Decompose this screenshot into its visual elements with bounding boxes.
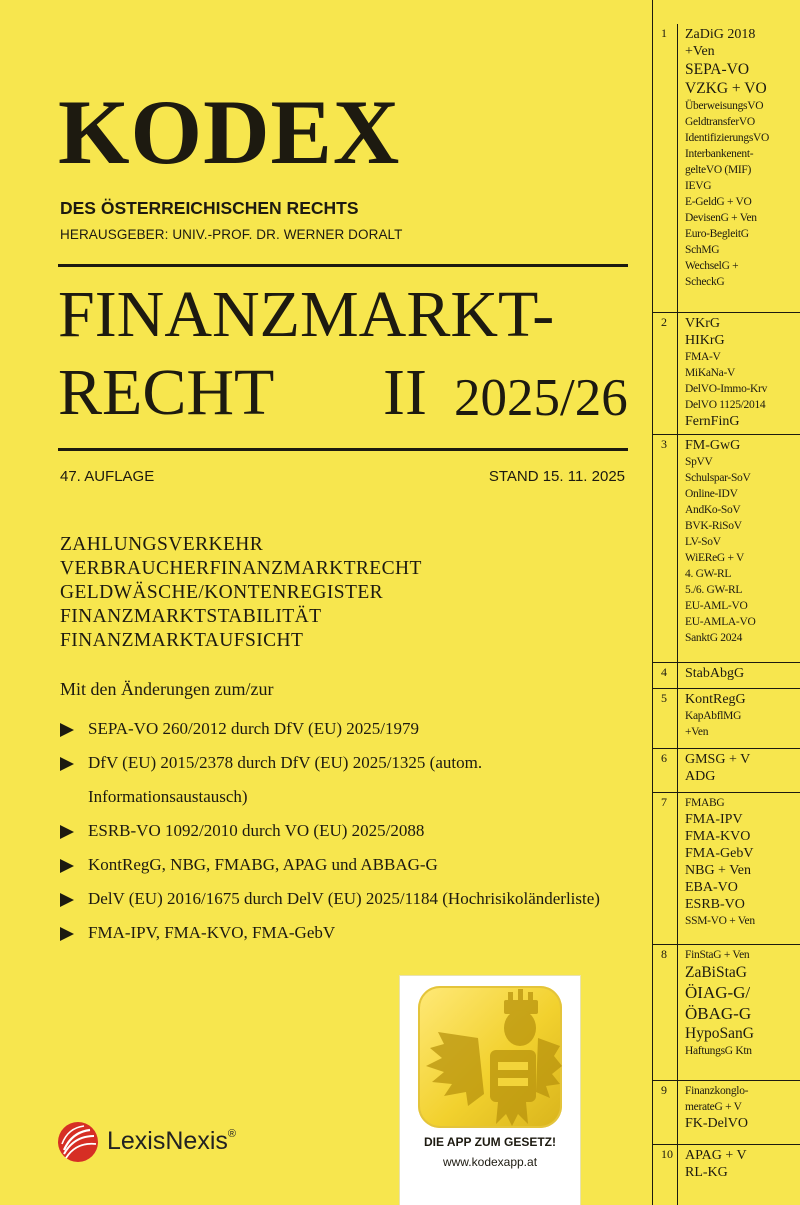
series-subtitle: DES ÖSTERREICHISCHEN RECHTS [60,198,359,218]
index-item: FMA-IPV [685,812,743,827]
index-item: DelVO 1125/2014 [685,399,766,411]
section-number: 7 [661,795,667,809]
topic-item: ZAHLUNGSVERKEHR [60,534,264,555]
topic-item: FINANZMARKTAUFSICHT [60,630,304,651]
index-item: FernFinG [685,414,740,429]
index-item: E-GeldG + VO [685,196,752,208]
status-date: STAND 15. 11. 2025 [488,468,625,485]
eagle-icon [418,986,562,1128]
index-item: ESRB-VO [685,897,745,912]
change-text: SEPA-VO 260/2012 durch DfV (EU) 2025/1979 [88,719,420,738]
section-items [685,437,800,646]
index-item: 5./6. GW-RL [685,584,743,596]
index-item: FMA-V [685,351,721,363]
index-item: AndKo-SoV [685,504,741,516]
bullet-triangle-icon [60,757,74,771]
index-item: ÖBAG-G [685,1004,752,1023]
book-title-line2: RECHT [58,356,275,429]
section-number: 3 [661,437,667,451]
index-item: IdentifizierungsVO [685,132,770,144]
index-item: +Ven [685,44,715,59]
app-caption: DIE APP ZUM GESETZ! [423,1135,556,1149]
change-text: DfV (EU) 2015/2378 durch DfV (EU) 2025/1325 (autom. Informationsaustausch) [88,753,483,806]
top-divider [58,264,628,267]
index-item: EU-AMLA-VO [685,616,756,628]
section-items [685,1147,800,1181]
index-section-6 [653,748,800,793]
index-item: FM-GwG [685,438,741,453]
index-item: KapAbflMG [685,710,742,722]
section-items [685,691,800,740]
bullet-triangle-icon [60,893,74,907]
change-item [60,916,630,950]
index-item: FinStaG + Ven [685,949,750,961]
title-divider [58,448,628,451]
index-item: GeldtransferVO [685,116,755,128]
change-item [60,746,630,814]
change-text: FMA-IPV, FMA-KVO, FMA-GebV [88,923,336,942]
index-item: IEVG [685,180,712,192]
index-item: RL-KG [685,1165,728,1180]
index-item: ADG [685,769,716,784]
index-item: DevisenG + Ven [685,212,757,224]
index-item: FMA-KVO [685,829,751,844]
topic-item: GELDWÄSCHE/KONTENREGISTER [60,582,384,603]
section-items [685,1083,800,1132]
edition-label: 47. AUFLAGE [60,468,155,485]
index-item: +Ven [685,726,709,738]
section-number: 2 [661,315,667,329]
index-item: Interbankenent- [685,148,754,160]
index-item: merateG + V [685,1101,742,1113]
bullet-triangle-icon [60,723,74,737]
index-item: Finanzkonglo- [685,1085,749,1097]
section-number: 9 [661,1083,667,1097]
brand-title: KODEX [58,81,401,183]
index-item: EU-AML-VO [685,600,748,612]
index-item: Online-IDV [685,488,738,500]
index-section-9 [653,1080,800,1145]
index-section-5 [653,688,800,749]
publisher-logo-icon [56,1120,100,1164]
change-text: ESRB-VO 1092/2010 durch VO (EU) 2025/2088 [88,821,425,840]
section-items [685,315,800,430]
index-item: WechselG + [685,260,739,272]
index-item: FK-DelVO [685,1116,748,1131]
index-item: StabAbgG [685,666,745,681]
index-item: FMA-GebV [685,846,754,861]
changes-intro: Mit den Änderungen zum/zur [60,679,274,699]
index-item: gelteVO (MIF) [685,164,752,176]
bullet-triangle-icon [60,859,74,873]
section-items [685,795,800,929]
index-item: ÖIAG-G/ [685,983,751,1002]
index-item: Euro-BegleitG [685,228,749,240]
change-item [60,882,630,916]
section-number: 6 [661,751,667,765]
index-item: HypoSanG [685,1025,754,1042]
index-item: VZKG + VO [685,80,767,97]
index-section-2 [653,312,800,435]
index-item: GMSG + V [685,752,751,767]
index-item: HaftungsG Ktn [685,1045,752,1057]
index-item: SEPA-VO [685,61,750,78]
changes-list [60,712,630,950]
index-item: BVK-RiSoV [685,520,742,532]
app-badge [400,976,580,1205]
change-text: KontRegG, NBG, FMABG, APAG und ABBAG-G [88,855,438,874]
edition-year: 2025/26 [454,369,628,427]
index-section-7 [653,792,800,945]
change-item [60,814,630,848]
index-item: ZaBiStaG [685,964,747,981]
bullet-triangle-icon [60,927,74,941]
section-number: 1 [661,26,667,40]
topic-list [60,533,422,653]
index-section-3 [653,434,800,663]
index-item: 4. GW-RL [685,568,732,580]
index-item: ÜberweisungsVO [685,100,764,112]
section-number: 5 [661,691,667,705]
bullet-triangle-icon [60,825,74,839]
section-items [685,751,800,785]
index-item: FMABG [685,797,725,809]
topic-item: VERBRAUCHERFINANZMARKTRECHT [60,558,422,579]
index-item: SanktG 2024 [685,632,743,644]
section-number: 10 [661,1147,673,1161]
index-item: SSM-VO + Ven [685,915,755,927]
index-item: VKrG [685,316,720,331]
change-text: DelV (EU) 2016/1675 durch DelV (EU) 2025/1184 (Hochrisikoländerliste) [88,889,600,908]
index-item: APAG + V [685,1148,747,1163]
index-item: KontRegG [685,692,746,707]
index-section-4 [653,662,800,689]
section-number: 4 [661,665,667,679]
app-url[interactable]: www.kodexapp.at [442,1155,538,1169]
editor-line: HERAUSGEBER: UNIV.-PROF. DR. WERNER DORALT [60,227,403,242]
index-section-10 [653,1144,800,1205]
index-item: WiEReG + V [685,552,745,564]
publisher-name: LexisNexis® [107,1127,236,1155]
index-item: Schulspar-SoV [685,472,751,484]
index-section-8 [653,944,800,1081]
index-item: MiKaNa-V [685,367,735,379]
section-items [685,26,800,290]
change-item [60,712,630,746]
section-number: 8 [661,947,667,961]
contents-index [652,0,800,1205]
volume-number: II [383,356,427,429]
index-item: LV-SoV [685,536,721,548]
index-item: ZaDiG 2018 [685,27,756,42]
index-item: NBG + Ven [685,863,751,878]
topic-item: FINANZMARKTSTABILITÄT [60,606,322,627]
index-item: EBA-VO [685,880,738,895]
section-items [685,665,800,682]
section-items [685,947,800,1059]
index-section-1 [653,24,800,312]
index-item: DelVO-Immo-Krv [685,383,768,395]
index-item: SchMG [685,244,720,256]
index-item: HIKrG [685,333,725,348]
index-item: SpVV [685,456,713,468]
book-title-line1: FINANZMARKT- [58,278,555,351]
index-item: ScheckG [685,276,725,288]
change-item [60,848,630,882]
